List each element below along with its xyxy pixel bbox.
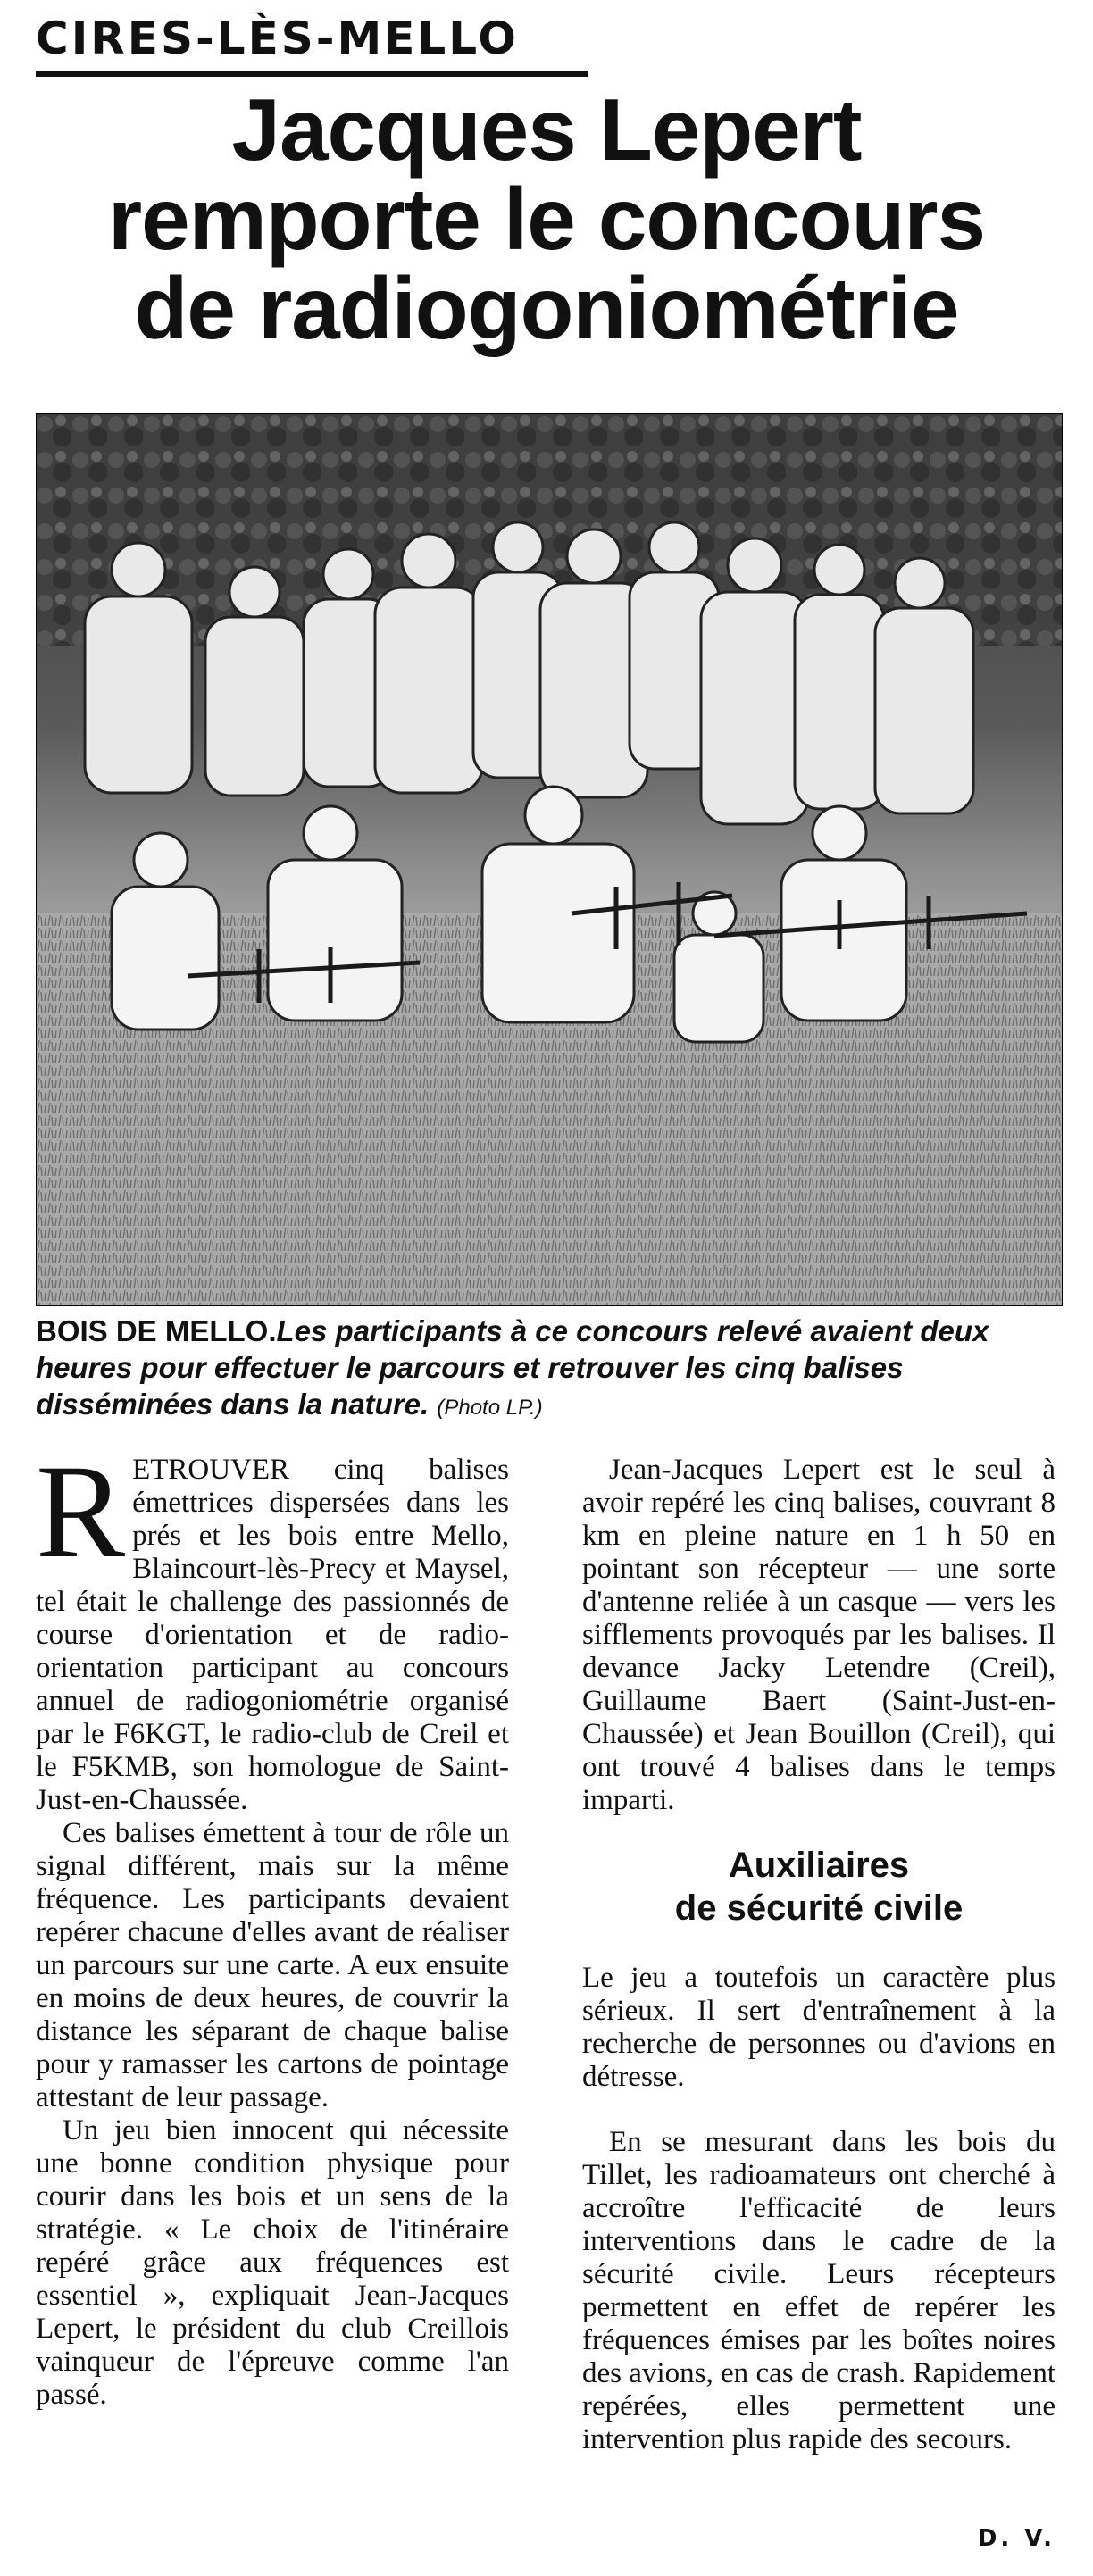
- lead-text: cinq balises émettrices dispersées dans les prés et les bois entre Mello, Blaincourt-lès-Precy et Maysel, tel était le challenge des passionnés de course d'orientation et de radio-orientation participant au concours annuel de radiogoniométrie organisé par le F6KGT, le radio-club de Creil et le F5KMB, son homologue de Saint-Just-en-Chaussée.: [36, 1454, 509, 1816]
- lead-caps: ETROUVER: [132, 1454, 290, 1486]
- caption-text: Les participants à ce concours relevé avaient deux heures pour effectuer le parcours et retrouver les cinq balises disséminées dans la nature.: [36, 1314, 989, 1421]
- headline: Jacques Lepert remporte le concours de radiogoniométrie: [107, 80, 986, 357]
- group-photo: [36, 413, 1063, 1306]
- photo-illustration: [36, 413, 1063, 1306]
- photo-credit: (Photo LP.): [437, 1396, 543, 1420]
- paragraph-2: Ces balises émettent à tour de rôle un signal différent, mais sur la même fréquence. Les participants devaient repérer chacune d'elles avant de réaliser un parcours sur une carte. A eux ensuite en moins de deux heures, de couvrir la distance les séparant de chaque balise pour y ramasser les cartons de pointage attestant de leur passage.: [36, 1817, 509, 2113]
- kicker-text: CIRES-LÈS-MELLO: [36, 13, 519, 64]
- kicker-underline: [36, 71, 588, 77]
- author-signature: D. V.: [977, 2525, 1055, 2552]
- article-column-left: [36, 1438, 509, 2412]
- lead-paragraph: [36, 1438, 509, 1817]
- article-column-right: [582, 1454, 1055, 2456]
- section-kicker: [36, 7, 589, 77]
- subheading: Auxiliaires de sécurité civile: [674, 1846, 964, 1928]
- paragraph-6: En se mesurant dans les bois du Tillet, les radioamateurs ont cherché à accroître l'efficacité de leurs interventions dans le cadre de la sécurité civile. Leurs récepteurs permettent en effet de repérer les fréquences émises par les boîtes noires des avions, en cas de crash. Rapidement repérées, elles permettent une intervention plus rapide des secours.: [582, 2126, 1055, 2455]
- caption-place: BOIS DE MELLO.: [36, 1314, 277, 1347]
- paragraph-4: Jean-Jacques Lepert est le seul à avoir repéré les cinq balises, couvrant 8 km en pleine nature en 1 h 50 en pointant son récepteur — une sorte d'antenne reliée à un casque — vers les sifflements provoqués par les balises. Il devance Jacky Letendre (Creil), Guillaume Baert (Saint-Just-en-Chaussée) et Jean Bouillon (Creil), qui ont trouvé 4 balises dans le temps imparti.: [582, 1454, 1055, 1816]
- photo-caption: [36, 1313, 1063, 1426]
- paragraph-3: Un jeu bien innocent qui nécessite une bonne condition physique pour courir dans les bois et un sens de la stratégie. « Le choix de l'itinéraire repéré grâce aux fréquences est essentiel », expliquait Jean-Jacques Lepert, le président du club Creillois vainqueur de l'épreuve comme l'an passé.: [36, 2114, 509, 2411]
- paragraph-5: Le jeu a toutefois un caractère plus sérieux. Il sert d'entraînement à la recherche de personnes ou d'avions en détresse.: [582, 1962, 1055, 2093]
- drop-cap: R: [36, 1438, 126, 1586]
